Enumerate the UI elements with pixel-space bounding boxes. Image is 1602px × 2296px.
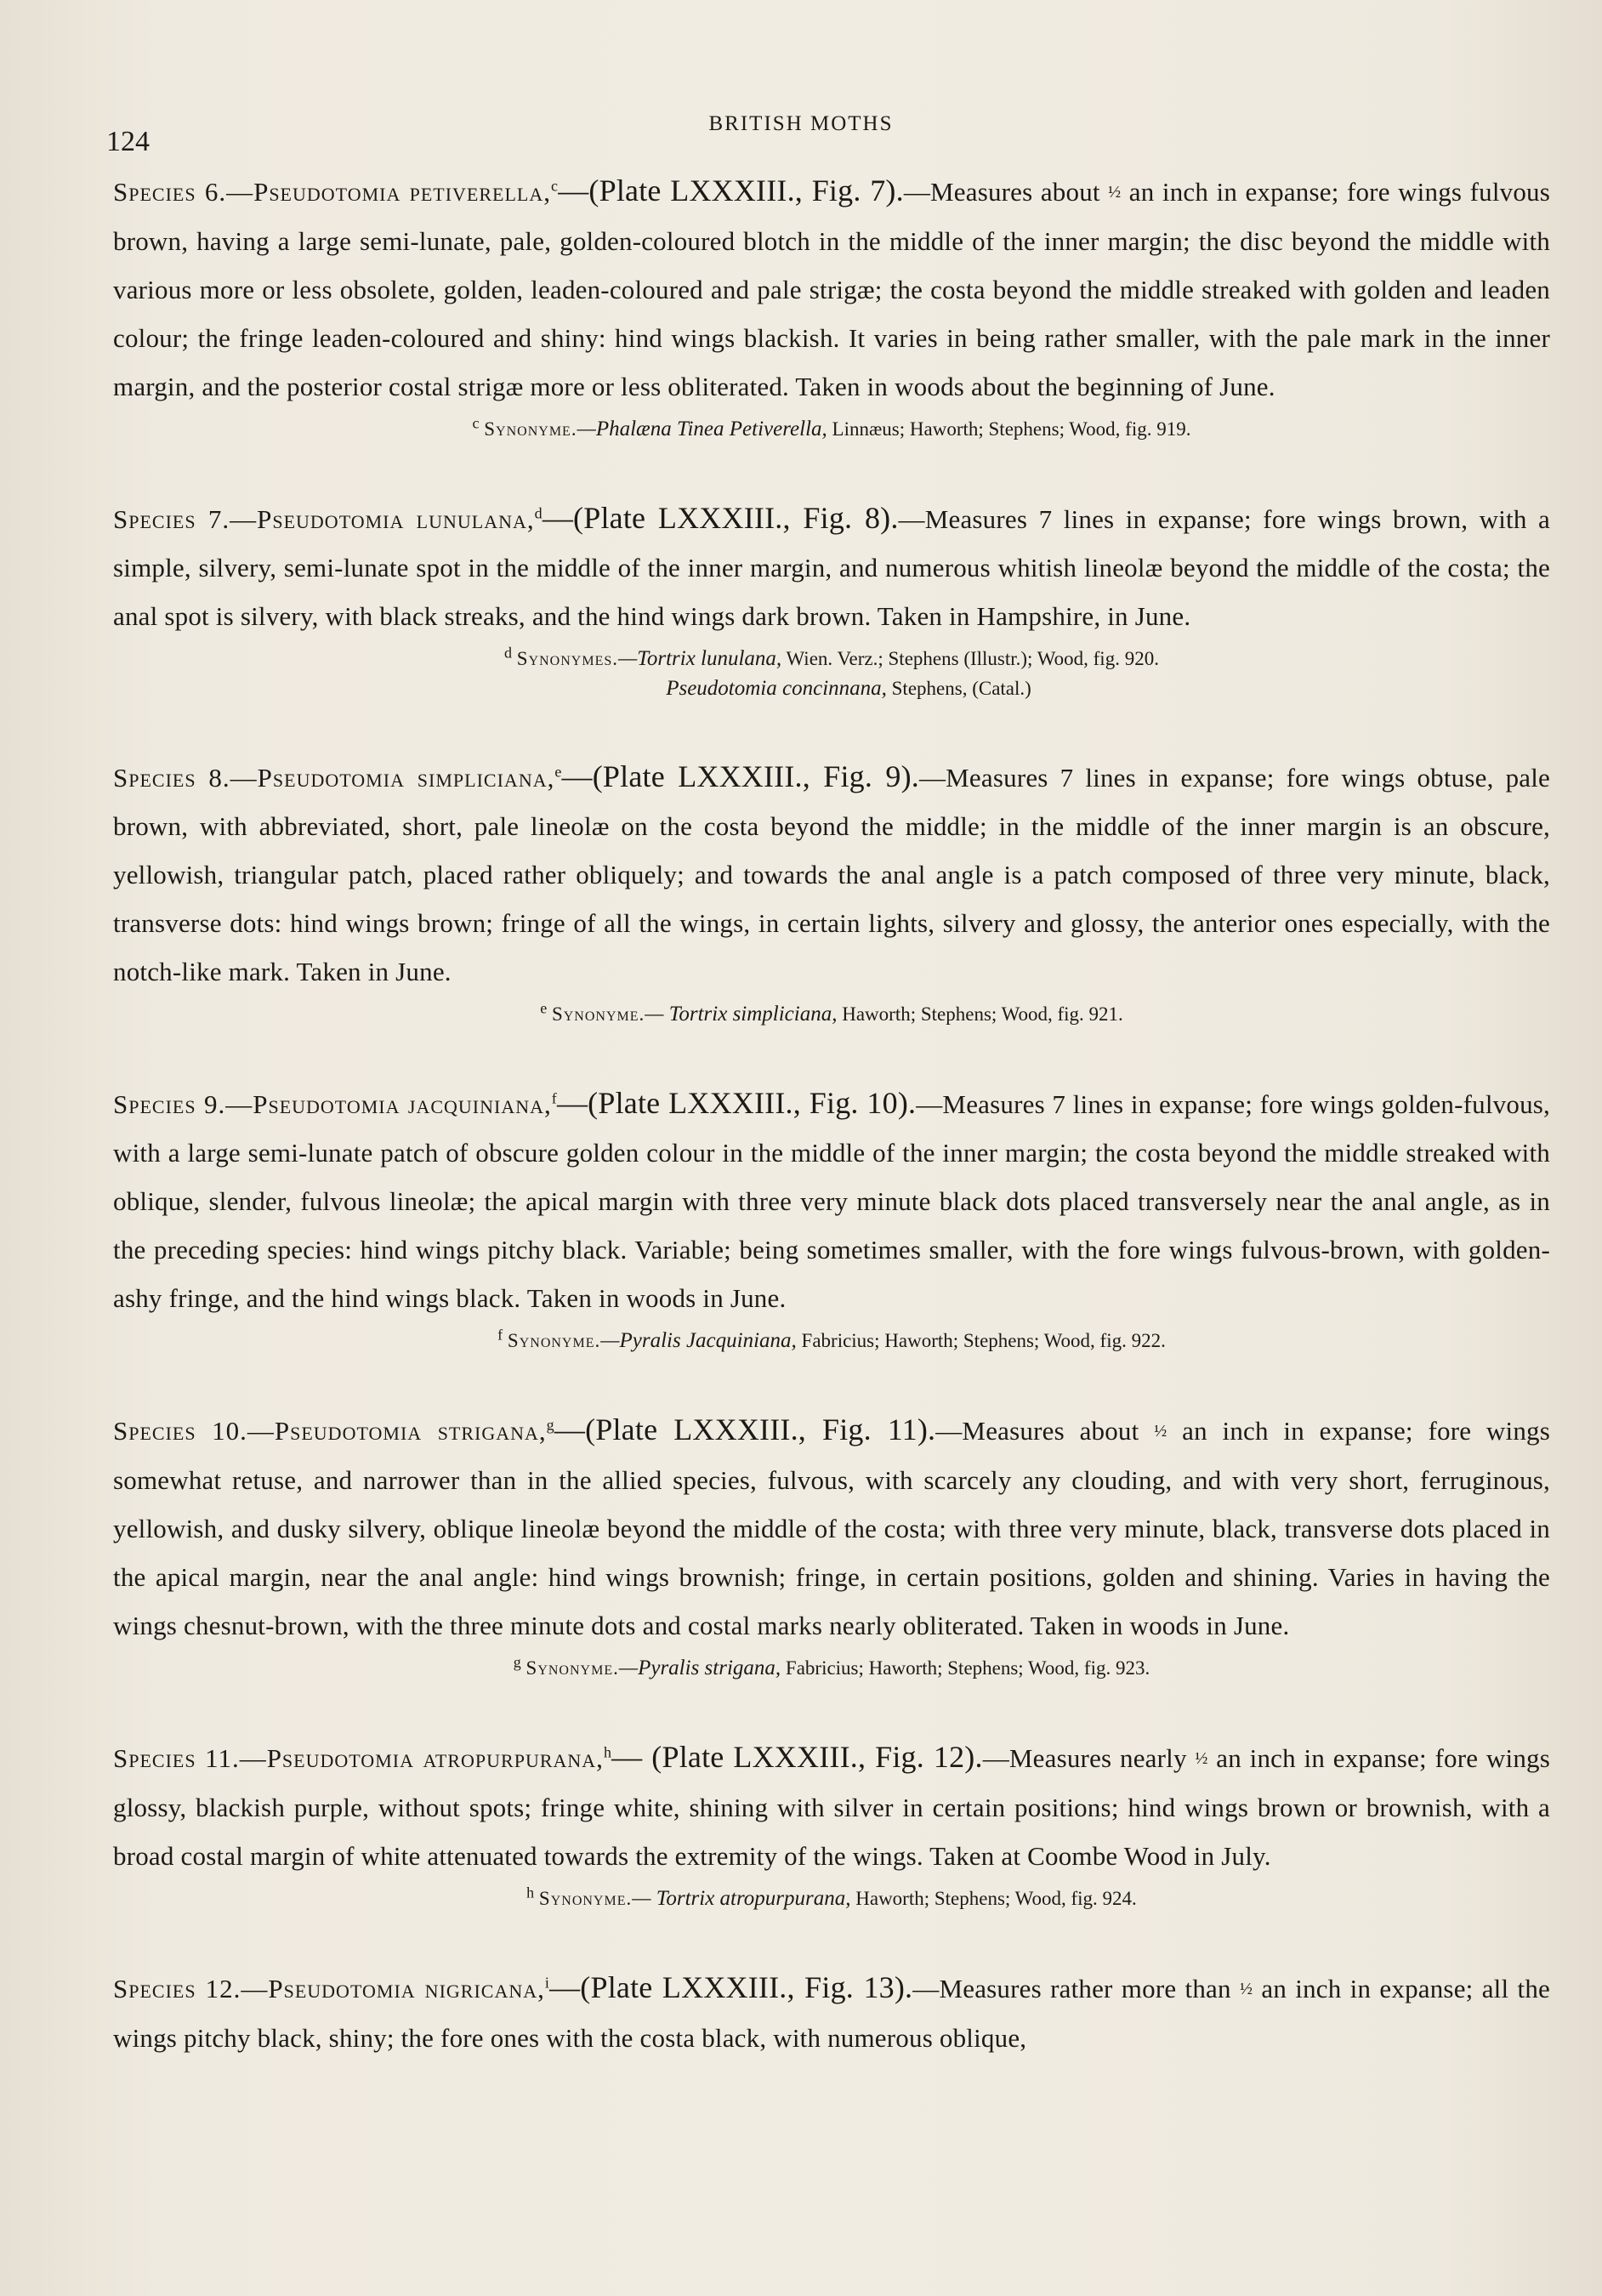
species-entry <box>113 494 1550 703</box>
synonym-label: Synonyme. <box>551 1003 645 1025</box>
description-text: —Measures 7 lines in expanse; fore wings brown, with a simple, silvery, semi-lunate spot in the middle of the inner margin, and numerous whitish lineolæ beyond the middle of the costa; the anal spot is silvery, with black streaks, and the hind wings dark brown. Taken in Hampshire, in June. <box>113 504 1550 631</box>
synonym-name: — Tortrix simpliciana, <box>645 1003 838 1026</box>
description-text: an inch in expanse; all the wings pitchy black, shiny; the fore ones with the costa black, with numerous oblique, <box>113 1974 1550 2053</box>
species-paragraph <box>113 1079 1550 1322</box>
description-text: —Measures rather more than <box>912 1974 1240 2003</box>
species-heading: Species 11.—Pseudotomia atropurpurana, <box>113 1743 604 1773</box>
synonym-authorities: Fabricius; Haworth; Stephens; Wood, fig. 922. <box>796 1330 1166 1351</box>
footnote-mark: d <box>504 644 513 662</box>
footnote-mark: f <box>497 1326 503 1344</box>
footnote-mark: g <box>513 1653 521 1671</box>
synonym-name: — Tortrix atropurpurana, <box>632 1887 851 1910</box>
footnote-mark: c <box>472 414 480 432</box>
footnote-ref: e <box>554 763 562 781</box>
plate-reference: —(Plate LXXXIII., Fig. 9). <box>561 759 919 793</box>
synonym-name: —Tortrix lunulana, <box>618 647 782 670</box>
plate-reference: —(Plate LXXXIII., Fig. 10). <box>556 1086 917 1120</box>
synonym-footnote <box>113 999 1550 1030</box>
plate-reference: —(Plate LXXXIII., Fig. 7). <box>558 173 904 207</box>
species-entry <box>113 753 1550 1030</box>
synonym-footnote <box>113 1326 1550 1356</box>
description-text: —Measures nearly <box>982 1743 1196 1773</box>
synonym-name: —Pyralis Jacquiniana, <box>600 1329 797 1352</box>
footnote-ref: i <box>544 1974 550 1992</box>
footnote-ref: g <box>546 1416 554 1434</box>
footnote-ref: f <box>551 1089 557 1107</box>
plate-reference: —(Plate LXXXIII., Fig. 8). <box>542 501 899 535</box>
synonym-footnote <box>113 414 1550 445</box>
description-text: —Measures about <box>935 1416 1155 1446</box>
synonym-label: Synonyme. <box>507 1330 601 1351</box>
species-heading: Species 9.—Pseudotomia jacquiniana, <box>113 1089 552 1119</box>
synonym-footnote <box>113 1884 1550 1914</box>
species-heading: Species 8.—Pseudotomia simpliciana, <box>113 763 555 793</box>
synonym-authorities: Wien. Verz.; Stephens (Illustr.); Wood, fig. 920. <box>781 648 1159 669</box>
synonym-name: —Pyralis strigana, <box>618 1657 781 1679</box>
description-text: —Measures 7 lines in expanse; fore wings obtuse, pale brown, with abbreviated, short, pale lineolæ on the costa beyond the middle; in the middle of the inner margin is an obscure, yellowish, triangular patch, placed rather obliquely; and towards the anal angle is a patch composed of three very minute, black, transverse dots: hind wings brown; fringe of all the wings, in certain lights, silvery and glossy, the anterior ones especially, with the notch-like mark. Taken in June. <box>113 763 1551 986</box>
footnote-mark: e <box>540 999 548 1017</box>
synonym-authorities: Stephens, (Catal.) <box>886 678 1031 699</box>
description-text: —Measures 7 lines in expanse; fore wings golden-fulvous, with a large semi-lunate patch of obscure golden colour in the middle of the inner margin; the costa beyond the middle streaked with oblique, slender, fulvous lineolæ; the apical margin with three very minute black dots placed transversely near the anal angle, as in the preceding species: hind wings pitchy black. Variable; being sometimes smaller, with the fore wings fulvous-brown, with golden-ashy fringe, and the hind wings black. Taken in woods in June. <box>113 1089 1550 1313</box>
synonym-authorities: Linnæus; Haworth; Stephens; Wood, fig. 919. <box>827 418 1191 440</box>
species-heading: Species 6.—Pseudotomia petiverella, <box>113 177 551 207</box>
plate-reference: —(Plate LXXXIII., Fig. 11). <box>554 1412 936 1446</box>
synonym-authorities: Haworth; Stephens; Wood, fig. 921. <box>837 1003 1123 1025</box>
synonym-label: Synonyme. <box>484 418 577 440</box>
species-paragraph <box>113 1733 1550 1880</box>
species-entry <box>113 167 1550 445</box>
description-text: an inch in expanse; fore wings somewhat retuse, and narrower than in the allied species, fulvous, with scarcely any clouding, and with very short, ferruginous, yellowish, and dusky silvery, oblique lineolæ beyond the middle of the costa; with three very minute, black, transverse dots placed in the apical margin, near the anal angle: hind wings brownish; fringe, in certain positions, golden and shining. Varies in having the wings chesnut-brown, with the three minute dots and costal marks nearly obliterated. Taken in woods in June. <box>113 1416 1550 1640</box>
description-text: —Measures about <box>903 177 1109 207</box>
synonym-footnote <box>113 1653 1550 1684</box>
synonym-authorities: Haworth; Stephens; Wood, fig. 924. <box>850 1888 1137 1909</box>
species-heading: Species 7.—Pseudotomia lunulana, <box>113 504 535 534</box>
synonym-footnote-line <box>113 674 1550 703</box>
synonym-label: Synonyme. <box>525 1657 619 1679</box>
synonym-footnote <box>113 644 1550 674</box>
species-entry <box>113 1964 1550 2062</box>
synonym-authorities: Fabricius; Haworth; Stephens; Wood, fig. 923. <box>781 1657 1150 1679</box>
fraction: ½ <box>1239 1980 1253 1998</box>
footnote-ref: d <box>534 504 543 522</box>
synonym-name: Pseudotomia concinnana, <box>666 677 887 700</box>
synonym-label: Synonyme. <box>538 1888 633 1909</box>
description-text: an inch in expanse; fore wings fulvous brown, having a large semi-lunate, pale, golden-coloured blotch in the middle of the inner margin; the disc beyond the middle with various more or less obsolete, golden, leaden-coloured and pale strigæ; the costa beyond the middle streaked with golden and leaden colour; the fringe leaden-coloured and shiny: hind wings blackish. It varies in being rather smaller, with the pale mark in the inner margin, and the posterior costal strigæ more or less obliterated. Taken in woods about the beginning of June. <box>113 177 1550 401</box>
species-entry <box>113 1079 1550 1356</box>
species-heading: Species 12.—Pseudotomia nigricana, <box>113 1974 545 2003</box>
species-entry <box>113 1733 1550 1914</box>
species-paragraph <box>113 1964 1550 2062</box>
footnote-mark: h <box>526 1884 535 1901</box>
page-number: 124 <box>106 126 150 157</box>
footnote-ref: h <box>603 1743 612 1761</box>
synonym-label: Synonymes. <box>516 648 618 669</box>
synonym-name: —Phalæna Tinea Petiverella, <box>577 418 827 440</box>
species-paragraph <box>113 494 1550 640</box>
running-head: BRITISH MOTHS <box>708 112 894 135</box>
fraction: ½ <box>1108 183 1122 202</box>
species-paragraph <box>113 753 1550 996</box>
footnote-ref: c <box>551 177 559 195</box>
page-body <box>113 167 1550 2111</box>
description-text: an inch in expanse; fore wings glossy, blackish purple, without spots; fringe white, shining with silver in certain positions; hind wings brown or brownish, with a broad costal margin of white attenuated towards the extremity of the wings. Taken at Coombe Wood in July. <box>113 1743 1550 1871</box>
plate-reference: —(Plate LXXXIII., Fig. 13). <box>549 1970 913 2004</box>
fraction: ½ <box>1195 1749 1208 1768</box>
species-entry <box>113 1406 1550 1684</box>
plate-reference: — (Plate LXXXIII., Fig. 12). <box>611 1740 983 1774</box>
fraction: ½ <box>1154 1422 1167 1441</box>
species-paragraph <box>113 167 1550 411</box>
species-paragraph <box>113 1406 1550 1650</box>
species-heading: Species 10.—Pseudotomia strigana, <box>113 1416 547 1446</box>
